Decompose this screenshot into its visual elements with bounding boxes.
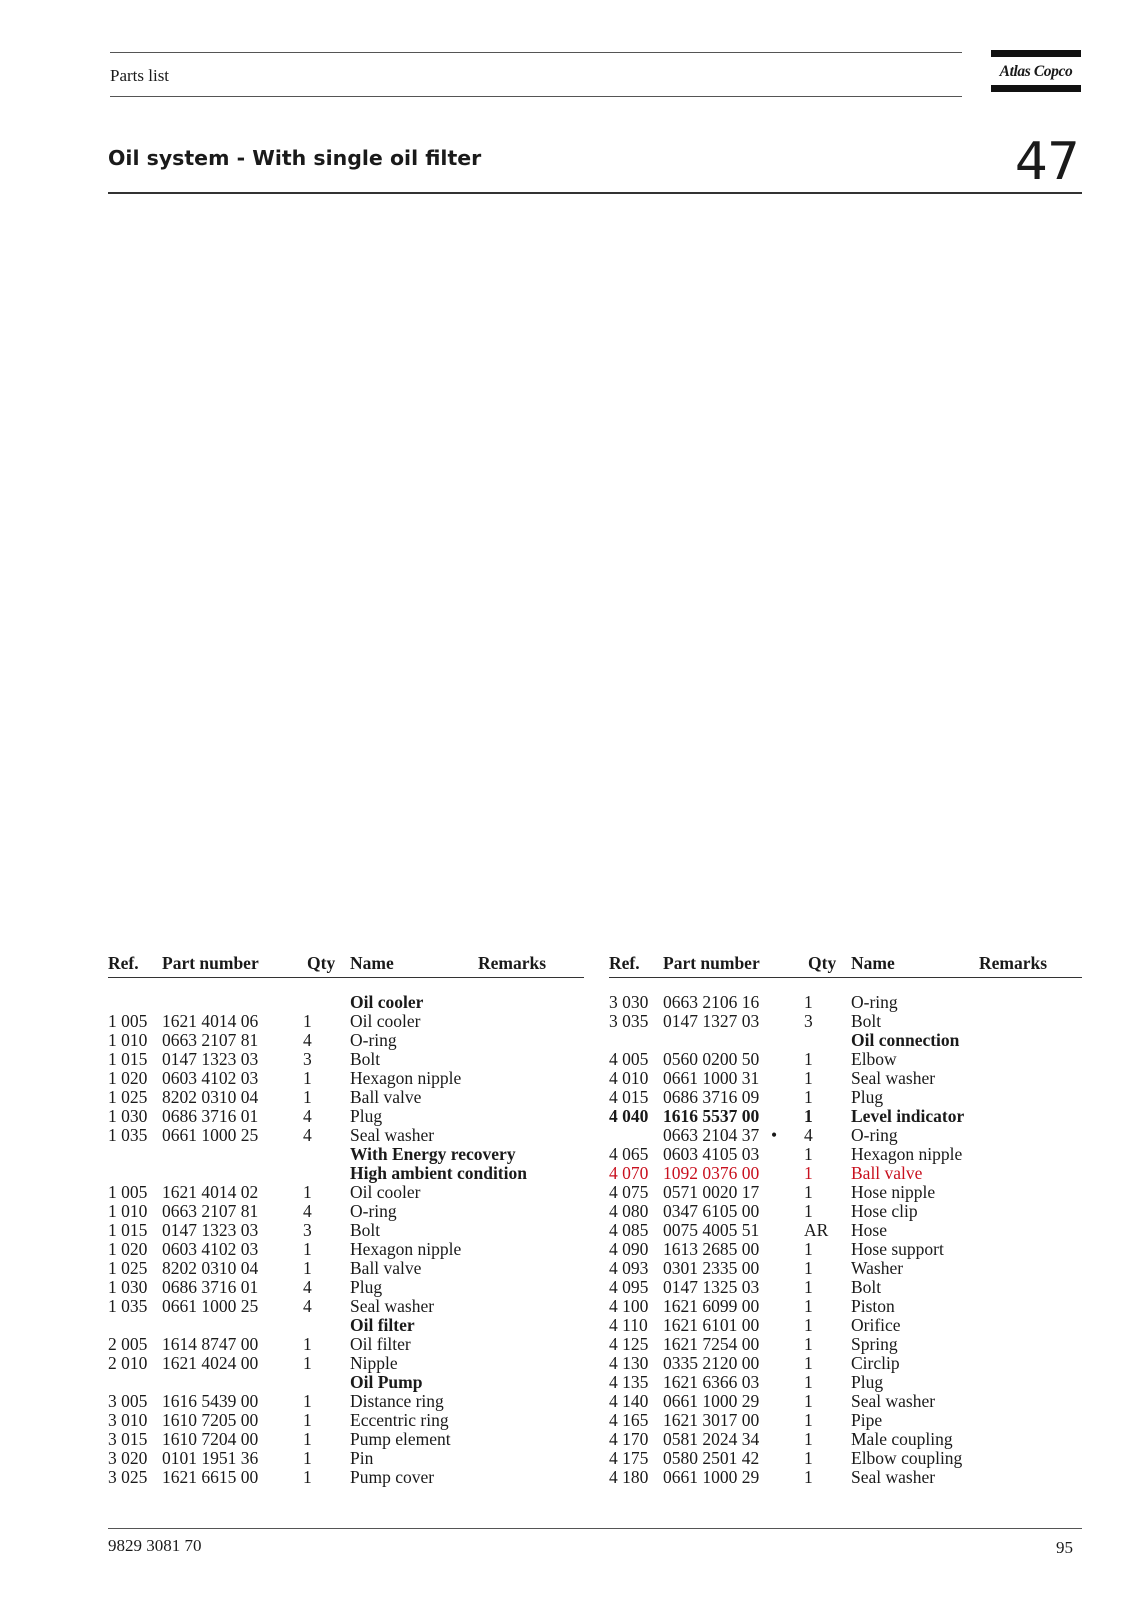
cell-part-number: 0581 2024 34	[663, 1429, 760, 1449]
cell-ref: 3 025	[108, 1467, 148, 1487]
cell-name: Pipe	[851, 1410, 883, 1430]
cell-qty: 3	[303, 1220, 312, 1240]
col-header-remarks: Remarks	[478, 953, 547, 973]
cell-qty: 1	[804, 1258, 813, 1278]
cell-name: With Energy recovery	[350, 1144, 516, 1164]
col-header-ref: Ref.	[609, 953, 640, 973]
cell-ref: 4 085	[609, 1220, 649, 1240]
cell-name: Plug	[851, 1372, 884, 1392]
cell-ref: 4 075	[609, 1182, 649, 1202]
cell-ref: 4 005	[609, 1049, 649, 1069]
cell-qty: 4	[303, 1106, 312, 1126]
document-number: 9829 3081 70	[108, 1536, 202, 1555]
col-header-part-number: Part number	[162, 953, 259, 973]
cell-part-number: 0686 3716 01	[162, 1277, 259, 1297]
cell-qty: 1	[804, 1448, 813, 1468]
col-header-name: Name	[851, 953, 895, 973]
cell-ref: 3 010	[108, 1410, 148, 1430]
cell-part-number: 0661 1000 25	[162, 1125, 259, 1145]
cell-part-number: 1614 8747 00	[162, 1334, 259, 1354]
cell-qty: 3	[804, 1011, 813, 1031]
cell-name: Oil filter	[350, 1334, 411, 1354]
cell-qty: AR	[804, 1220, 829, 1240]
cell-name: Hexagon nipple	[350, 1239, 462, 1259]
cell-qty: 1	[303, 1068, 312, 1088]
cell-ref: 1 020	[108, 1068, 148, 1088]
cell-ref: 4 180	[609, 1467, 649, 1487]
cell-name: Bolt	[851, 1277, 882, 1297]
chapter-number: 47	[1014, 132, 1079, 192]
cell-ref: 1 030	[108, 1106, 148, 1126]
cell-qty: 1	[303, 1011, 312, 1031]
cell-qty: 4	[303, 1296, 312, 1316]
cell-ref: 4 015	[609, 1087, 649, 1107]
cell-qty: 1	[804, 1049, 813, 1069]
cell-part-number: 1621 3017 00	[663, 1410, 760, 1430]
footer-rule	[108, 1528, 1082, 1529]
cell-ref: 4 010	[609, 1068, 649, 1088]
cell-name: Level indicator	[851, 1106, 965, 1126]
cell-ref: 4 090	[609, 1239, 649, 1259]
cell-qty: 1	[804, 1467, 813, 1487]
cell-name: Plug	[350, 1106, 383, 1126]
cell-name: O-ring	[851, 1125, 898, 1145]
cell-name: Bolt	[350, 1220, 381, 1240]
cell-part-number: 0603 4102 03	[162, 1239, 259, 1259]
cell-part-number: 1613 2685 00	[663, 1239, 760, 1259]
cell-qty: 1	[303, 1448, 312, 1468]
cell-ref: 4 140	[609, 1391, 649, 1411]
cell-part-number: 0686 3716 09	[663, 1087, 760, 1107]
cell-qty: 1	[804, 1163, 813, 1183]
cell-part-number: 0663 2104 37	[663, 1125, 760, 1145]
cell-ref: 4 095	[609, 1277, 649, 1297]
cell-qty: 1	[303, 1087, 312, 1107]
cell-ref: 4 175	[609, 1448, 649, 1468]
cell-name: Hexagon nipple	[350, 1068, 462, 1088]
cell-name: Bolt	[350, 1049, 381, 1069]
cell-name: Seal washer	[851, 1068, 936, 1088]
cell-part-number: 0301 2335 00	[663, 1258, 760, 1278]
cell-qty: 1	[804, 1296, 813, 1316]
cell-part-number: 1621 4014 02	[162, 1182, 259, 1202]
cell-qty: 1	[804, 1201, 813, 1221]
cell-ref: 4 100	[609, 1296, 649, 1316]
cell-qty: 1	[303, 1410, 312, 1430]
col-header-name: Name	[350, 953, 394, 973]
cell-name: Ball valve	[851, 1163, 923, 1183]
cell-part-number: 0335 2120 00	[663, 1353, 760, 1373]
parts-table-left	[108, 953, 584, 1487]
header-bottom-rule	[110, 96, 962, 97]
cell-qty: 1	[804, 1239, 813, 1259]
cell-part-number: 1610 7205 00	[162, 1410, 259, 1430]
cell-name: Seal washer	[350, 1125, 435, 1145]
cell-qty: 1	[303, 1467, 312, 1487]
cell-name: Ball valve	[350, 1087, 422, 1107]
cell-qty: 1	[804, 1353, 813, 1373]
cell-name: Elbow	[851, 1049, 897, 1069]
cell-part-number: 1616 5439 00	[162, 1391, 259, 1411]
cell-name: Plug	[851, 1087, 884, 1107]
cell-ref: 1 010	[108, 1030, 148, 1050]
cell-name: Seal washer	[851, 1391, 936, 1411]
cell-part-number: 1610 7204 00	[162, 1429, 259, 1449]
cell-part-number: 0075 4005 51	[663, 1220, 760, 1240]
cell-qty: 1	[303, 1334, 312, 1354]
cell-qty: 1	[804, 1334, 813, 1354]
cell-name: Elbow coupling	[851, 1448, 963, 1468]
cell-part-number: 0147 1325 03	[663, 1277, 760, 1297]
cell-ref: 1 025	[108, 1087, 148, 1107]
cell-ref: 4 165	[609, 1410, 649, 1430]
cell-name: Oil cooler	[350, 992, 424, 1012]
cell-name: O-ring	[851, 992, 898, 1012]
cell-ref: 3 015	[108, 1429, 148, 1449]
cell-name: Distance ring	[350, 1391, 444, 1411]
cell-ref: 3 035	[609, 1011, 649, 1031]
cell-name: Oil cooler	[350, 1011, 421, 1031]
cell-name: Hose support	[851, 1239, 944, 1259]
cell-qty: 3	[303, 1049, 312, 1069]
cell-ref: 2 005	[108, 1334, 148, 1354]
cell-qty: 4	[303, 1125, 312, 1145]
cell-qty: 1	[303, 1353, 312, 1373]
cell-name: High ambient condition	[350, 1163, 527, 1183]
cell-ref: 1 015	[108, 1049, 148, 1069]
cell-name: Oil cooler	[350, 1182, 421, 1202]
col-header-remarks: Remarks	[979, 953, 1048, 973]
cell-name: Bolt	[851, 1011, 882, 1031]
cell-name: Hexagon nipple	[851, 1144, 963, 1164]
cell-ref: 1 015	[108, 1220, 148, 1240]
cell-name: Hose nipple	[851, 1182, 936, 1202]
cell-qty: 4	[303, 1201, 312, 1221]
cell-ref: 1 035	[108, 1125, 148, 1145]
cell-name: Hose clip	[851, 1201, 918, 1221]
cell-name: Pin	[350, 1448, 374, 1468]
cell-name: O-ring	[350, 1030, 397, 1050]
cell-part-number: 0686 3716 01	[162, 1106, 259, 1126]
cell-part-number: 0560 0200 50	[663, 1049, 760, 1069]
cell-name: Pump cover	[350, 1467, 435, 1487]
cell-ref: 1 020	[108, 1239, 148, 1259]
cell-part-number: 0147 1323 03	[162, 1049, 259, 1069]
cell-name: O-ring	[350, 1201, 397, 1221]
cell-name: Washer	[851, 1258, 904, 1278]
cell-qty: 1	[303, 1258, 312, 1278]
cell-name: Oil connection	[851, 1030, 960, 1050]
page-number: 95	[1056, 1538, 1073, 1557]
cell-part-number: 0661 1000 29	[663, 1391, 760, 1411]
cell-part-number: 0101 1951 36	[162, 1448, 259, 1468]
section-label: Parts list	[110, 66, 170, 85]
cell-part-number: 0663 2106 16	[663, 992, 760, 1012]
cell-part-number: 8202 0310 04	[162, 1087, 259, 1107]
cell-name: Hose	[851, 1220, 887, 1240]
cell-qty: 1	[303, 1182, 312, 1202]
cell-ref: 4 070	[609, 1163, 649, 1183]
cell-qty: 1	[804, 1410, 813, 1430]
cell-qty: 1	[804, 1182, 813, 1202]
cell-ref: 4 065	[609, 1144, 649, 1164]
cell-ref: 4 130	[609, 1353, 649, 1373]
cell-qty: 1	[804, 992, 813, 1012]
cell-part-number: 0571 0020 17	[663, 1182, 760, 1202]
cell-qty: 1	[804, 1429, 813, 1449]
cell-part-number: 0580 2501 42	[663, 1448, 760, 1468]
cell-part-number: 0663 2107 81	[162, 1201, 259, 1221]
cell-ref: 4 170	[609, 1429, 649, 1449]
cell-qty: 1	[303, 1391, 312, 1411]
cell-part-number: 0661 1000 29	[663, 1467, 760, 1487]
cell-name: Circlip	[851, 1353, 900, 1373]
col-header-part-number: Part number	[663, 953, 760, 973]
cell-qty: 4	[303, 1277, 312, 1297]
cell-part-number: 0603 4105 03	[663, 1144, 760, 1164]
cell-ref: 4 125	[609, 1334, 649, 1354]
cell-qty: 1	[804, 1144, 813, 1164]
cell-part-number: 1621 6366 03	[663, 1372, 760, 1392]
cell-part-number: 1621 6099 00	[663, 1296, 760, 1316]
cell-qty: 1	[804, 1068, 813, 1088]
cell-part-number: 0661 1000 31	[663, 1068, 760, 1088]
cell-name: Ball valve	[350, 1258, 422, 1278]
cell-qty: 4	[303, 1030, 312, 1050]
cell-part-number: 0147 1323 03	[162, 1220, 259, 1240]
cell-part-number: 1621 4014 06	[162, 1011, 259, 1031]
cell-ref: 1 010	[108, 1201, 148, 1221]
table-header-rule	[609, 977, 1082, 978]
cell-part-number: 0603 4102 03	[162, 1068, 259, 1088]
cell-qty: 1	[804, 1087, 813, 1107]
cell-qty: 1	[303, 1239, 312, 1259]
cell-name: Seal washer	[350, 1296, 435, 1316]
cell-ref: 3 005	[108, 1391, 148, 1411]
cell-qty: 1	[804, 1372, 813, 1392]
cell-ref: 4 135	[609, 1372, 649, 1392]
cell-part-number: 1092 0376 00	[663, 1163, 760, 1183]
cell-ref: 4 110	[609, 1315, 648, 1335]
cell-name: Seal washer	[851, 1467, 936, 1487]
cell-name: Nipple	[350, 1353, 398, 1373]
cell-ref: 1 035	[108, 1296, 148, 1316]
cell-name: Pump element	[350, 1429, 451, 1449]
cell-part-number: 1616 5537 00	[663, 1106, 760, 1126]
logo-wordmark: Atlas Copco	[999, 63, 1073, 80]
cell-qty: 4	[804, 1125, 813, 1145]
page-title: Oil system - With single oil filter	[108, 146, 482, 170]
atlas-copco-logo	[991, 50, 1081, 94]
cell-part-number: 8202 0310 04	[162, 1258, 259, 1278]
cell-name: Oil Pump	[350, 1372, 423, 1392]
cell-ref: 1 025	[108, 1258, 148, 1278]
cell-ref: 1 005	[108, 1011, 148, 1031]
cell-qty: 1	[804, 1106, 813, 1126]
cell-part-number: 0347 6105 00	[663, 1201, 760, 1221]
cell-name: Orifice	[851, 1315, 901, 1335]
cell-qty: 1	[804, 1277, 813, 1297]
cell-ref: 3 030	[609, 992, 649, 1012]
col-header-qty: Qty	[808, 953, 837, 973]
cell-qty: 1	[804, 1315, 813, 1335]
cell-ref: 4 040	[609, 1106, 649, 1126]
cell-ref: 4 093	[609, 1258, 649, 1278]
cell-qty: 1	[804, 1391, 813, 1411]
cell-part-number: 1621 6101 00	[663, 1315, 760, 1335]
cell-ref: 3 020	[108, 1448, 148, 1468]
cell-part-number: 0147 1327 03	[663, 1011, 760, 1031]
parts-table-right	[609, 953, 1082, 1487]
table-header	[609, 953, 1082, 975]
cell-name: Plug	[350, 1277, 383, 1297]
title-rule	[108, 192, 1082, 194]
col-header-ref: Ref.	[108, 953, 139, 973]
cell-ref: 1 005	[108, 1182, 148, 1202]
cell-qty: 1	[303, 1429, 312, 1449]
cell-name: Oil filter	[350, 1315, 415, 1335]
header-top-rule	[110, 52, 962, 53]
cell-name: Male coupling	[851, 1429, 953, 1449]
cell-name: Piston	[851, 1296, 895, 1316]
col-header-qty: Qty	[307, 953, 336, 973]
cell-ref: 2 010	[108, 1353, 148, 1373]
cell-name: Eccentric ring	[350, 1410, 449, 1430]
table-header	[108, 953, 584, 975]
table-header-rule	[108, 977, 584, 978]
cell-part-number: 0663 2107 81	[162, 1030, 259, 1050]
cell-ref: 4 080	[609, 1201, 649, 1221]
cell-ref: 1 030	[108, 1277, 148, 1297]
cell-part-number: 1621 6615 00	[162, 1467, 259, 1487]
cell-part-number: 1621 4024 00	[162, 1353, 259, 1373]
cell-name: Spring	[851, 1334, 898, 1354]
cell-part-number: 0661 1000 25	[162, 1296, 259, 1316]
cell-part-number: 1621 7254 00	[663, 1334, 760, 1354]
cell-mark: •	[771, 1125, 778, 1145]
